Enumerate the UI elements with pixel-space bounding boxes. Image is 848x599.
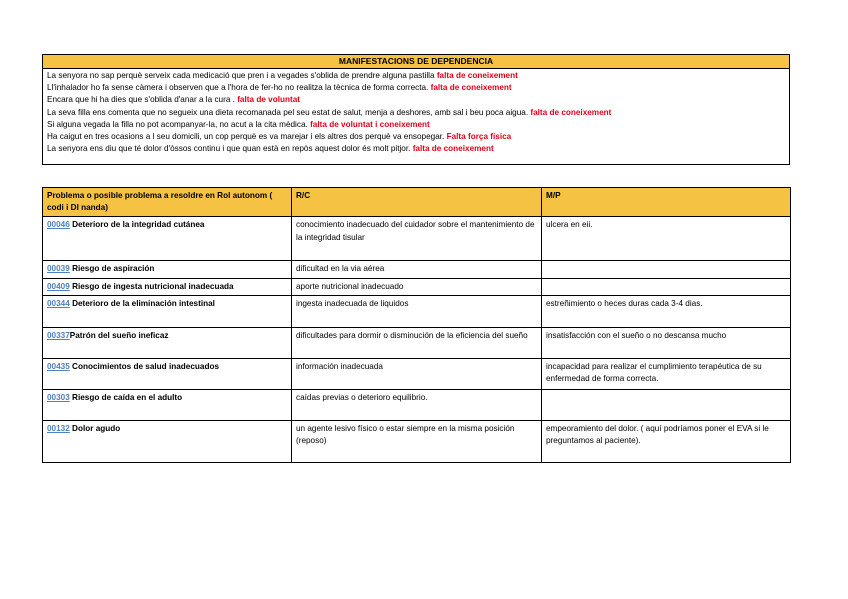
mp-cell: incapacidad para realizar el cumplimiento terapéutica de su enfermedad de forma correcta.: [542, 358, 791, 389]
mp-cell: estreñimiento o heces duras cada 3-4 dias.: [542, 295, 791, 327]
diagnoses-header-row: [43, 188, 791, 217]
manifestation-line: [47, 94, 785, 106]
header-rc: R/C: [292, 188, 542, 217]
rc-cell: dificultad en la via aérea: [292, 261, 542, 278]
manifestation-line: [47, 143, 785, 155]
problem-cell: [43, 261, 292, 278]
table-row: [43, 261, 791, 278]
rc-cell: dificultades para dormir o disminución de la eficiencia del sueño: [292, 327, 542, 358]
rc-cell: un agente lesivo físico o estar siempre en la misma posición (reposo): [292, 420, 542, 462]
manifestation-tag: falta de voluntat i coneixement: [310, 119, 430, 129]
problem-cell: [43, 295, 292, 327]
manifestation-tag: falta de coneixement: [412, 144, 494, 154]
diagnoses-table: [42, 187, 791, 463]
problem-cell: [43, 358, 292, 389]
manifestation-line: [47, 70, 785, 82]
problem-cell: [43, 420, 292, 462]
nanda-code-link[interactable]: 00046: [47, 220, 70, 230]
manifestation-tag: Falta força física: [446, 132, 512, 142]
nanda-code-link[interactable]: 00435: [47, 361, 70, 371]
mp-cell: [542, 389, 791, 420]
rc-cell: ingesta inadecuada de liquidos: [292, 295, 542, 327]
manifestation-text: Encara que hi ha dies que s'oblida d'anar a la cura .: [47, 95, 238, 105]
rc-cell: caídas previas o deterioro equilibrio.: [292, 389, 542, 420]
nanda-code-link[interactable]: 00409: [47, 281, 70, 291]
problem-cell: [43, 327, 292, 358]
manifestations-table: [42, 54, 790, 165]
nanda-code-link[interactable]: 00132: [47, 423, 70, 433]
table-row: [43, 358, 791, 389]
table-row: [43, 295, 791, 327]
manifestation-line: [47, 107, 785, 119]
nanda-code-link[interactable]: 00303: [47, 392, 70, 402]
manifestation-tag: falta de voluntat: [237, 95, 300, 105]
manifestation-text: Ha caigut en tres ocasions a l seu domicili, un cop perquè es va marejar i els altres dos perquè va ensopegar.: [47, 132, 447, 142]
problem-cell: [43, 217, 292, 261]
problem-cell: [43, 389, 292, 420]
header-problem: Problema o posible problema a resoldre en Rol autonom ( codi i DI nanda): [43, 188, 292, 217]
nanda-code-link[interactable]: 00344: [47, 298, 70, 308]
mp-cell: [542, 261, 791, 278]
mp-cell: insatisfacción con el sueño o no descansa mucho: [542, 327, 791, 358]
nanda-code-link[interactable]: 00039: [47, 264, 70, 274]
diagnosis-name: Conocimientos de salud inadecuados: [69, 361, 220, 371]
diagnosis-name: Deterioro de la integridad cutánea: [72, 220, 205, 230]
diagnosis-name: Deterioro de la eliminación intestinal: [72, 298, 215, 308]
header-mp: M/P: [542, 188, 791, 217]
manifestation-tag: falta de coneixement: [430, 83, 512, 93]
manifestations-body: [43, 69, 789, 164]
manifestation-line: [47, 82, 785, 94]
diagnosis-name: Riesgo de caída en el adulto: [69, 392, 183, 402]
manifestation-line: [47, 119, 785, 131]
table-row: [43, 327, 791, 358]
mp-cell: [542, 278, 791, 295]
manifestation-text: La seva filla ens comenta que no segueix una dieta recomanada pel seu estat de salut, menja a deshores, amb sal i beu poca aigua.: [47, 107, 531, 117]
problem-cell: [43, 278, 292, 295]
table-row: [43, 389, 791, 420]
mp-cell: ulcera en eii.: [542, 217, 791, 261]
diagnosis-name: Riesgo de ingesta nutricional inadecuada: [72, 281, 234, 291]
rc-cell: aporte nutricional inadecuado: [292, 278, 542, 295]
manifestation-text: La senyora ens diu que té dolor d'òssos continu i que quan està en repòs aquest dolor és molt pitjor.: [47, 144, 413, 154]
table-row: [43, 278, 791, 295]
rc-cell: conocimiento inadecuado del cuidador sobre el mantenimiento de la integridad tisular: [292, 217, 542, 261]
diagnosis-name: Riesgo de aspiración: [72, 264, 155, 274]
manifestation-text: La senyora no sap perquè serveix cada medicació que pren i a vegades s'oblida de prendre alguna pastilla: [47, 71, 437, 80]
diagnosis-name: Dolor agudo: [69, 423, 121, 433]
manifestation-tag: falta de coneixement: [530, 107, 612, 117]
manifestation-line: [47, 131, 785, 143]
diagnosis-name: Patrón del sueño ineficaz: [69, 330, 169, 340]
manifestations-title: MANIFESTACIONS DE DEPENDENCIA: [43, 55, 789, 69]
nanda-code-link[interactable]: 00337: [47, 330, 70, 340]
rc-cell: información inadecuada: [292, 358, 542, 389]
table-row: [43, 217, 791, 261]
manifestation-tag: falta de coneixement: [436, 71, 518, 80]
manifestation-text: Ll'inhalador ho fa sense càmera i observen que a l'hora de fer-ho no realitza la tècnica de forma correcta.: [47, 83, 431, 93]
manifestation-text: Si alguna vegada la filla no pot acompanyar-la, no acut a la cita mèdica.: [47, 119, 311, 129]
mp-cell: empeoramiento del dolor. ( aquí podríamos poner el EVA si le preguntamos al paciente).: [542, 420, 791, 462]
table-row: [43, 420, 791, 462]
